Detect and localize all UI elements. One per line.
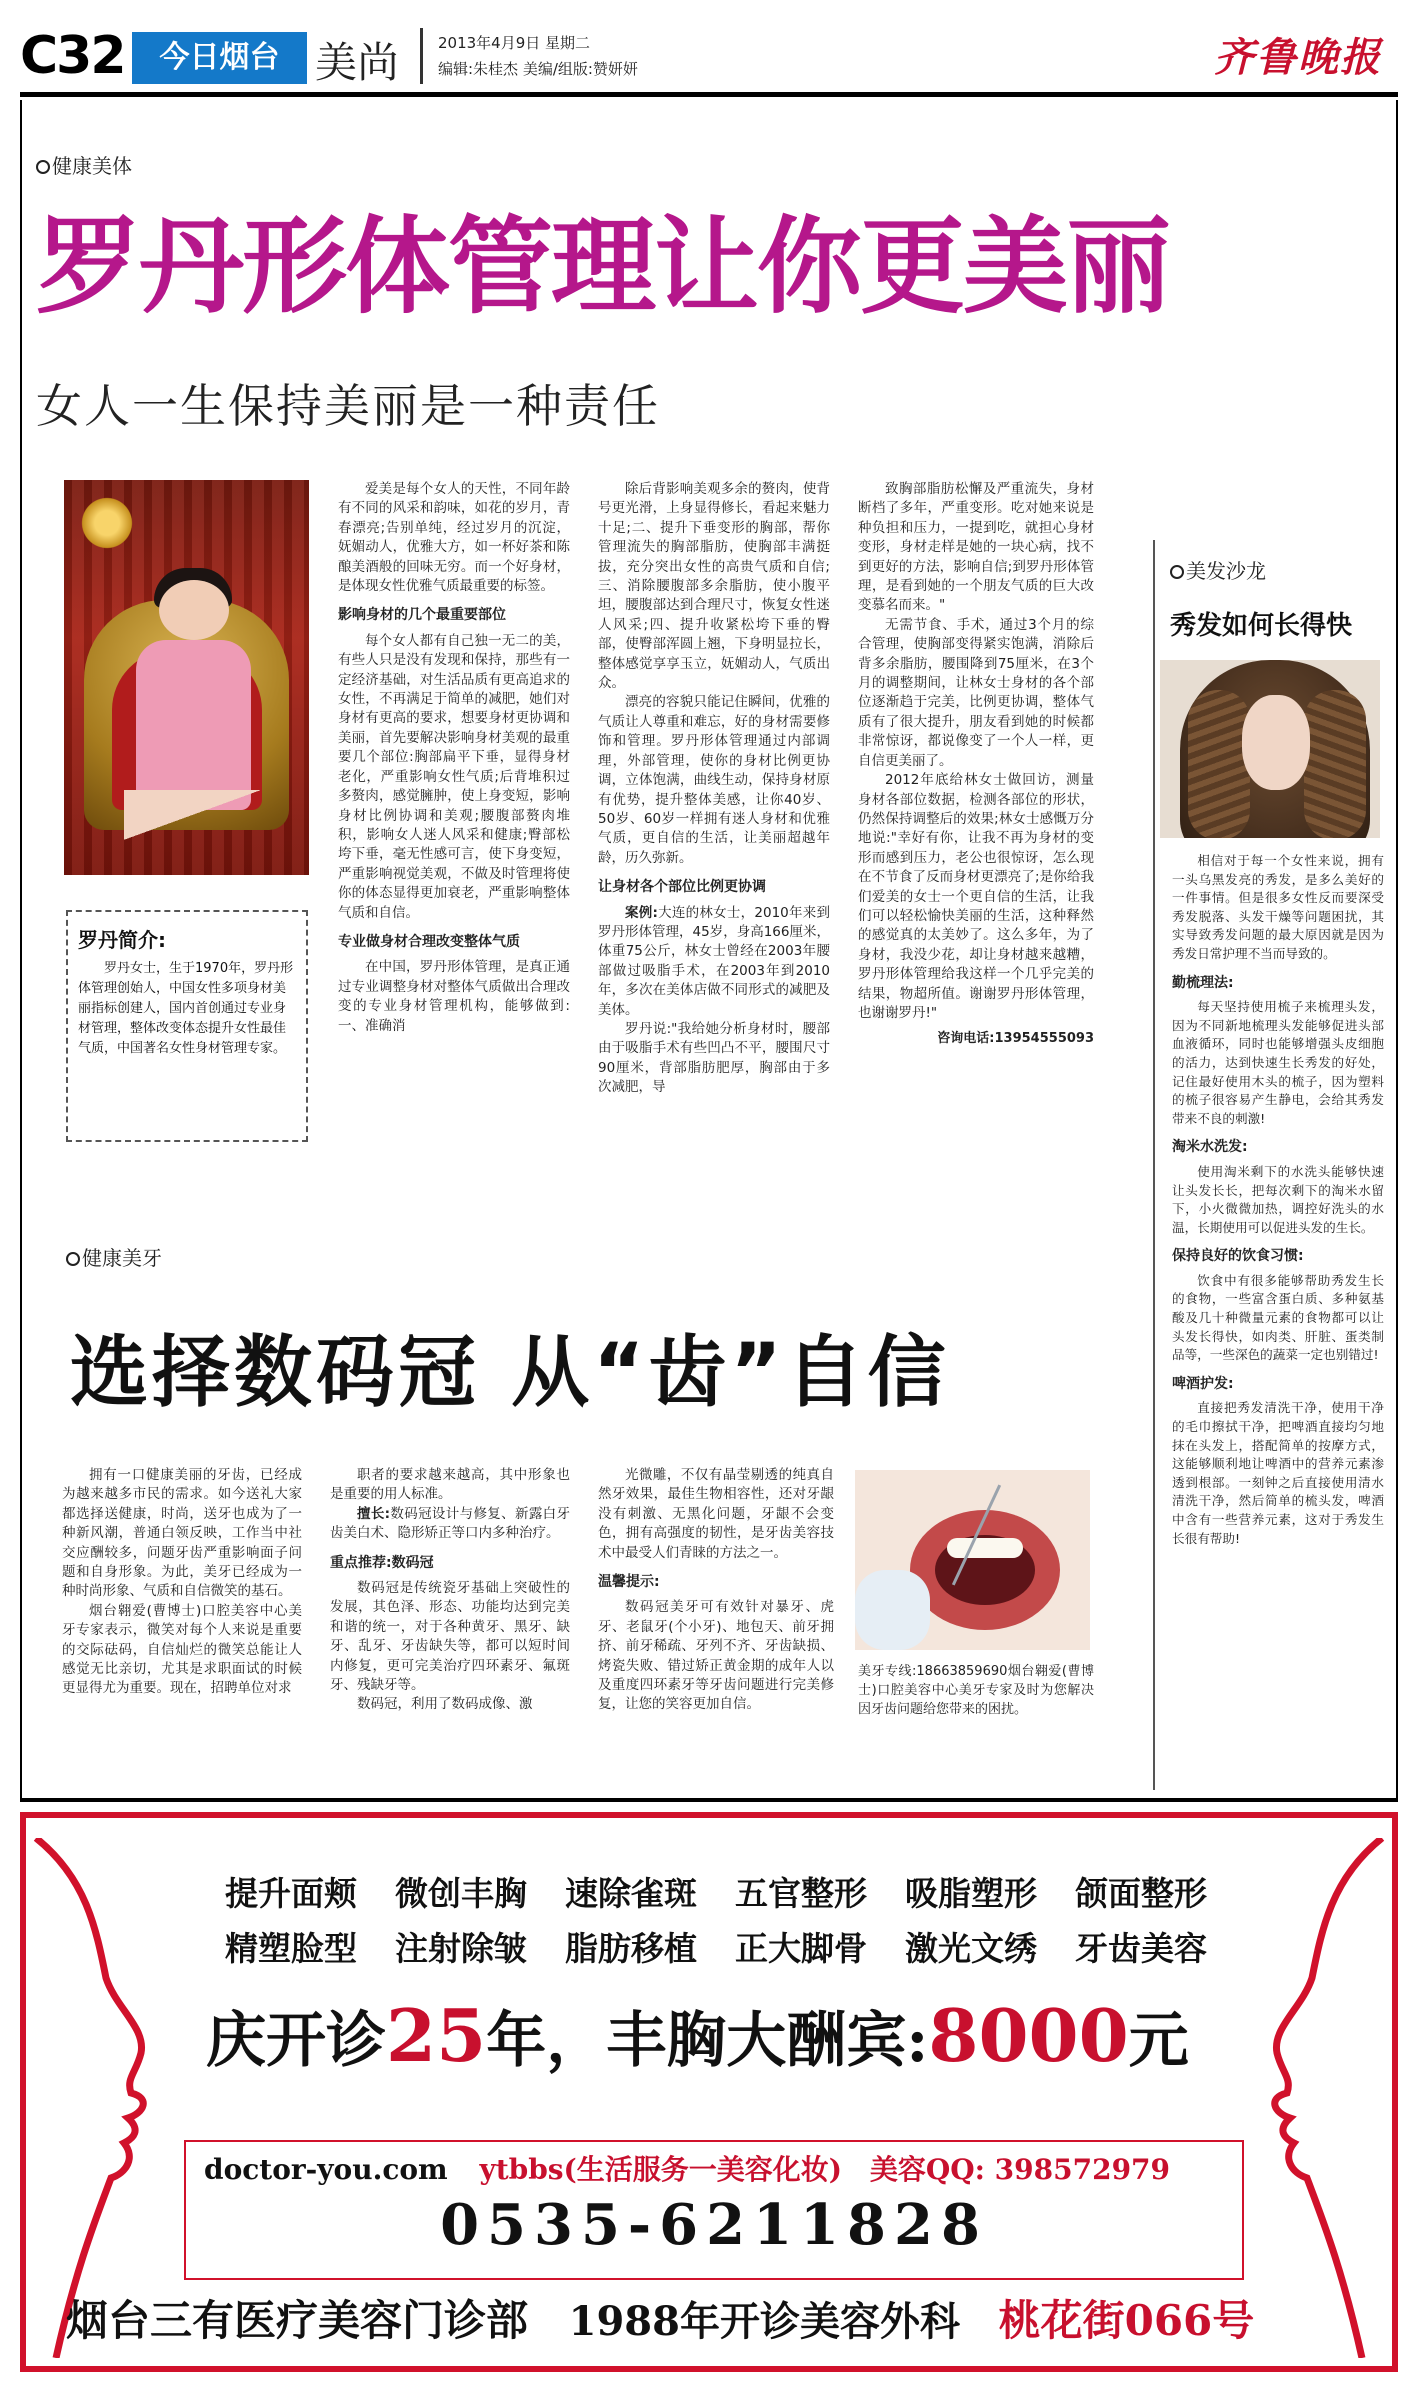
sidebar-kicker: 美发沙龙 [1170,555,1266,584]
clinic-footer [66,2288,1356,2348]
clinic-address: 桃花街066号 [998,2296,1255,2345]
clinic-phone: 0535-6211828 [440,2192,988,2258]
qq-number: 美容QQ: 398572979 [869,2153,1171,2186]
article2-kicker: 健康美牙 [66,1242,162,1271]
website-link[interactable]: doctor-you.com [204,2153,448,2186]
clinic-advertisement [20,1812,1398,2372]
service-item: 正大脚骨 [735,1929,867,1968]
article2-column-2: 职者的要求越来越高，其中形象也是重要的用人标准。 擅长:数码冠设计与修复、新露白牙齿美白术、隐形矫正等口内多种治疗。 重点推荐:数码冠 数码冠是传统瓷牙基础上突破性的发展，其色泽、形态、功能均达到完美和谐的统一，对于各种黄牙、黑牙、缺牙、乱牙、牙齿缺失等，都可以短时间内修复，更可完美治疗四环素牙、氟斑牙、残缺牙等。 数码冠，利用了数码成像、激 [330,1467,570,1713]
face-profile-right-icon [1202,1838,1398,2358]
service-item: 脂肪移植 [565,1929,697,1968]
editors-credit: 编辑:朱桂杰 美编/组版:赞妍妍 [438,60,638,78]
bio-box [66,910,308,1142]
face-profile-left-icon [20,1838,216,2358]
page-number: C32 [20,26,125,86]
clinic-name: 烟台三有医疗美容门诊部 [66,2296,529,2345]
service-item: 提升面颊 [225,1874,357,1913]
service-item: 微创丰胸 [395,1874,527,1913]
masthead-rule [20,92,1398,97]
consult-phone: 咨询电话:13954555093 [937,1031,1094,1047]
article1-headline: 罗丹形体管理让你更美丽 [36,206,1170,328]
masthead [20,22,1400,87]
service-list [206,1868,1226,1970]
dental-hotline: 美牙专线:18663859690烟台翱爱(曹博士)口腔美容中心美牙专家及时为您解决因牙齿问题给您带来的困扰。 [858,1664,1094,1717]
bio-text: 罗丹女士，生于1970年，罗丹形体管理创始人，中国女性多项身材美丽指标创建人，国内首创通过专业身材管理，整体改变体态提升女性最佳气质，中国著名女性身材管理专家。 [78,961,294,1056]
clinic-since: 1988年开诊美容外科 [568,2298,960,2345]
sidebar-title: 秀发如何长得快 [1170,611,1353,641]
article2-column-3: 光微雕，不仅有晶莹剔透的纯真自然牙效果，最佳生物相容性，还对牙龈没有刺激、无黑化问题，牙龈不会变色，拥有高强度的韧性，是牙齿美容技术中最受人们青睐的方法之一。 温馨提示: 数码冠美牙可有效针对暴牙、虎牙、老鼠牙(个小牙)、地包天、前牙拥挤、前牙稀疏、牙列不齐、牙齿缺损、烤瓷失败、错过矫正黄金期的成年人以及重度四环素牙等牙齿问题进行完美修复，让您的笑容更加自信。 [598,1467,834,1713]
masthead-divider [420,28,423,84]
service-item: 颌面整形 [1075,1874,1207,1913]
contact-row [204,2148,1234,2188]
sidebar-column: 相信对于每一个女性来说，拥有一头乌黑发亮的秀发，是多么美好的一件事情。但是很多女性反而要深受秀发脱落、头发干燥等问题困扰，其实导致秀发问题的最大原因就是因为秀发日常护理不当而导致的。 勤梳理法: 每天坚持使用梳子来梳理头发，因为不同新地梳理头发能够促进头部血液循环，同时也能够增强头皮细胞的活力，达到快速生长秀发的好处，记住最好使用木头的梳子，因为塑料的梳子很容易产生静电，会给其秀发带来不良的刺激! 淘米水洗发: 使用淘米剩下的水洗头能够快速让头发长长，把每次剩下的淘米水留下，小火微微加热，调控好洗头的水温，长期使用可以促进头发的生长。 保持良好的饮食习惯: 饮食中有很多能够帮助秀发生长的食物，一些富含蛋白质、多种氨基酸及几十种微量元素的食物都可以让头发长得快，如肉类、肝脏、蛋类制品等，一些深色的蔬菜一定也别错过! 啤酒护发: 直接把秀发清洗干净，使用干净的毛巾擦拭干净，把啤酒直接均匀地抹在头发上，搭配简单的按摩方式，这能够顺利地让啤酒中的营养元素渗透到根部。一刻钟之后直接使用清水清洗干净，然后简单的梳头发，啤酒中含有一些营养元素，这对于秀发生长很有帮助! [1172,853,1384,1546]
article1-subhead: 女人一生保持美丽是一种责任 [36,379,660,433]
service-item: 吸脂塑形 [905,1874,1037,1913]
article1-column-1: 爱美是每个女人的天性，不同年龄有不同的风采和韵味，如花的岁月，青春漂亮;告别单纯，经过岁月的沉淀，妩媚动人，优雅大方，如一杯好茶和陈酿美酒般的回味无穷。而一个好身材，是体现女性优雅气质最重要的标签。 影响身材的几个最重要部位 每个女人都有自己独一无二的美，有些人只是没有发现和保持，那些有一定经济基础，对生活品质有更高追求的女性，不再满足于简单的减肥，她们对身材有更高的要求，想要身材更协调和美丽，首先要解决影响身材美观的最重要几个部位:胸部扁平下垂，显得身材老化，严重影响女性气质;后背堆积过多赘肉，感觉臃肿，使上身变短，影响身材比例协调和美观;腰腹部赘肉堆积，影响女人迷人风采和健康;臀部松垮下垂，毫无性感可言，使下身变短，严重影响视觉美观，不做及时管理将使你的体态显得更加衰老，严重影响整体气质和自信。 专业做身材合理改变整体气质 在中国，罗丹形体管理，是真正通过专业调整身材对整体气质做出合理改变的专业身材管理机构，能够做到:一、准确消 [338,481,570,1034]
service-item: 精塑脸型 [225,1929,357,1968]
promo-line: 庆开诊25年，丰胸大酬宾:8000元 [206,1993,1189,2078]
article2-headline: 选择数码冠 从“齿”自信 [70,1328,950,1418]
bullet-icon [1170,565,1184,579]
article2-column-1: 拥有一口健康美丽的牙齿，已经成为越来越多市民的需求。如今送礼大家都选择送健康，时尚，送牙也成为了一种新风潮，普通白领反映，工作当中社交应酬较多，问题牙齿严重影响面子问题和自身形象。为此，美牙已经成为一种时尚形象、气质和自信微笑的基石。 烟台翱爱(曹博士)口腔美容中心美牙专家表示，微笑对每个人来说是重要的交际砝码，自信灿烂的微笑总能让人感觉无比亲切，尤其是求职面试的时候更显得尤为重要。现在，招聘单位对求 [62,1467,302,1697]
bio-title: 罗丹简介: [78,928,166,952]
bbs-info: ytbbs(生活服务一美容化妆) [479,2153,843,2186]
rodan-portrait-photo [64,480,309,875]
newspaper-logo: 齐鲁晚报 [1214,34,1382,81]
service-item: 速除雀斑 [565,1874,697,1913]
sidebar-divider [1153,540,1155,1790]
bullet-icon [66,1252,80,1266]
dental-photo [855,1470,1090,1650]
contact-box [184,2140,1244,2280]
bullet-icon [36,160,50,174]
service-item: 注射除皱 [395,1929,527,1968]
column-name: 美尚 [315,38,400,87]
article1-column-2: 除后背影响美观多余的赘肉，使背号更光滑，上身显得修长，看起来魅力十足;二、提升下垂变形的胸部，帮你管理流失的胸部脂肪，使胸部丰满挺拔，充分突出女性的高贵气质和自信;三、消除腰腹部多余脂肪，使小腹平坦，腰腹部达到合理尺寸，恢复女性迷人风采;四、提升收紧松垮下垂的臀部，使臀部浑圆上翘，下身明显拉长，整体感觉享享玉立，妩媚动人，气质出众。 漂亮的容貌只能记住瞬间，优雅的气质让人尊重和难忘，好的身材需要修饰和管理。罗丹形体管理通过内部调理，外部管理，使你的身材比例更协调，立体饱满，曲线生动，保持身材原有优势，提升整体美感，让你40岁、50岁、60岁一样拥有迷人身材和优雅气质，更自信的生活，让美丽超越年龄，历久弥新。 让身材各个部位比例更协调 案例:大连的林女士，2010年来到罗丹形体管理，45岁，身高166厘米，体重75公斤，林女士曾经在2003年腰部做过吸脂手术，在2003年到2010年，多次在美体店做不同形式的减肥及美体。 罗丹说:"我给她分析身材时，腰部由于吸脂手术有些凹凸不平，腰围尺寸90厘米，背部脂肪肥厚，胸部由于多次减肥，导 [598,481,830,1096]
service-item: 五官整形 [735,1874,867,1913]
frame-bottom-rule [20,1798,1398,1802]
section-tag: 今日烟台 [132,32,307,84]
service-item: 牙齿美容 [1075,1929,1207,1968]
hair-model-photo [1160,660,1380,838]
service-item: 激光文绣 [905,1929,1037,1968]
article1-column-3: 致胸部脂肪松懈及严重流失，身材断档了多年，严重变形。吃对她来说是种负担和压力，一提到吃，就担心身材变形，身材走样是她的一块心病，找不到更好的方法，影响自信;到罗丹形体管理，是看到她的一个朋友气质的巨大改变慕名而来。" 无需节食、手术，通过3个月的综合管理，使胸部变得紧实饱满，消除后背多余脂肪，腰围降到75厘米，在3个月的调整期间，让林女士身材的各个部位逐渐趋于完美，比例更协调，整体气质有了很大提升，朋友看到她的时候都非常惊讶，都说像变了一个人一样，更自信更美丽了。 2012年底给林女士做回访，测量身材各部位数据，检测各部位的形状，仍然保持调整后的效果;林女士感慨万分地说:"幸好有你，让我不再为身材的变形而感到压力，老公也很惊讶，怎么现在不节食了反而身材更漂亮了;是你给我们爱美的女士一个更自信的生活，让我们可以轻松愉快美丽的生活，这种释然的感觉真的太美妙了。这么多年，为了身材，我没少花，却让身材越来越糟，罗丹形体管理给我这样一个几乎完美的结果，物超所值。谢谢罗丹形体管理，也谢谢罗丹!" 咨询电话:13954555093 [858,480,1094,1049]
article1-kicker: 健康美体 [36,150,132,179]
issue-date: 2013年4月9日 星期二 [438,34,591,52]
